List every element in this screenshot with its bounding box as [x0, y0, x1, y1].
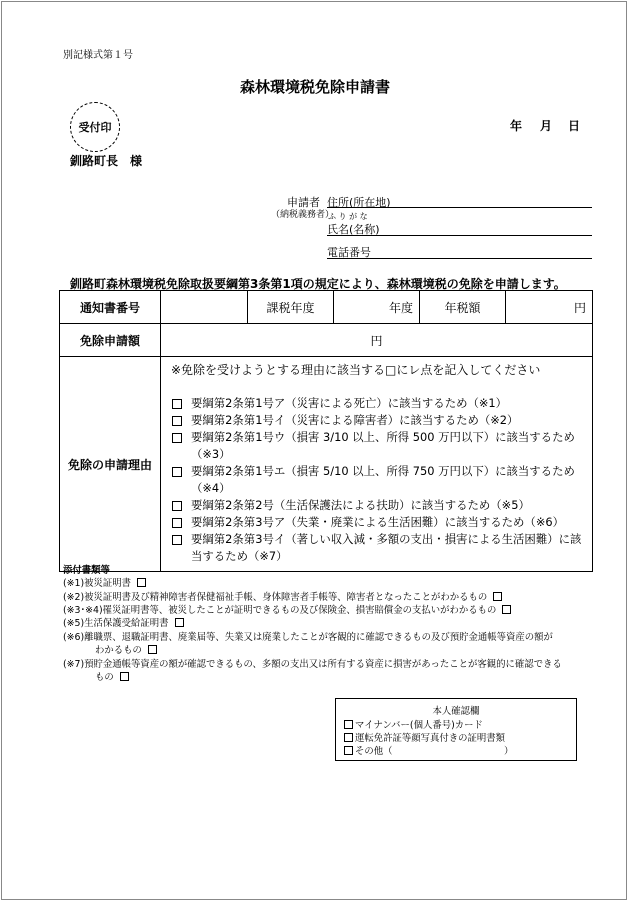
addressee: 釧路町長 様 [70, 154, 143, 168]
attachment-checkbox[interactable] [137, 578, 146, 587]
reason-instructions: ※免除を受けようとする理由に該当する□にレ点を記入してください [171, 363, 541, 377]
date-month: 月 [540, 119, 553, 133]
annual-tax-field[interactable] [506, 291, 593, 324]
furigana-label: ふ り が な [328, 212, 368, 221]
exemption-amount-label: 免除申請額 [60, 324, 161, 357]
date-year: 年 [510, 119, 523, 133]
attachment-checkbox[interactable] [175, 618, 184, 627]
attachment-checkbox[interactable] [120, 672, 129, 681]
verification-checkbox[interactable] [344, 733, 353, 742]
reason-text: 要綱第2条第3号ア（失業・廃業による生活困難）に該当するため（※6） [191, 515, 565, 529]
form-number: 別記様式第１号 [63, 50, 133, 61]
exemption-yen-unit: 円 [370, 333, 383, 348]
attachment-item: (※6)離職票、退職証明書、廃業届等、失業又は廃業したことが客観的に確認できるもの及び預貯金通帳等資産の額が [63, 632, 553, 643]
attachment-checkbox[interactable] [493, 592, 502, 601]
tax-year-field[interactable] [334, 291, 420, 324]
application-statement: 釧路町森林環境税免除取扱要綱第3条第1項の規定により、森林環境税の免除を申請します。 [70, 277, 566, 291]
notice-number-field[interactable] [161, 291, 248, 324]
identity-verification-box [335, 698, 577, 761]
attachment-item: (※5)生活保護受給証明書 [63, 615, 184, 629]
application-table [59, 290, 593, 572]
date-day: 日 [568, 119, 581, 133]
attachment-item: (※2)被災証明書及び精神障害者保健福祉手帳、身体障害者手帳等、障害者となったことがわかるもの [63, 589, 502, 603]
verification-item: その他（ [344, 743, 393, 757]
reason-checkbox[interactable] [172, 501, 182, 511]
stamp-label: 受付印 [78, 121, 112, 134]
attachment-checkbox[interactable] [502, 605, 511, 614]
attachment-checkbox[interactable] [148, 645, 157, 654]
reason-item [167, 429, 586, 463]
address-field-line[interactable] [327, 207, 592, 208]
year-unit: 年度 [388, 300, 413, 315]
verification-item: 運転免許証等顔写真付きの証明書類 [344, 730, 505, 744]
reason-text: 要綱第2条第1号ウ（損害 3/10 以上、所得 500 万円以下）に該当するため（※3） [191, 430, 575, 461]
reason-text: 要綱第2条第1号ア（災害による死亡）に該当するため（※1） [191, 396, 508, 410]
reason-checkbox[interactable] [172, 416, 182, 426]
notice-number-label: 通知書番号 [60, 291, 161, 324]
reason-label: 免除の申請理由 [60, 357, 161, 572]
verification-item: マイナンバー(個人番号)カード [344, 717, 483, 731]
reason-item [167, 514, 586, 531]
reason-item [167, 497, 586, 514]
verification-checkbox[interactable] [344, 746, 353, 755]
applicant-sub-label: （納税義務者） [271, 210, 335, 220]
verification-title: 本人確認欄 [432, 706, 480, 717]
reason-item [167, 395, 586, 412]
attachment-item: (※3･※4)罹災証明書等、被災したことが証明できるもの及び保険金、損害賠償金の支払いがわかるもの [63, 602, 511, 616]
reception-stamp-area [70, 102, 120, 152]
phone-field-line[interactable] [327, 258, 592, 259]
reason-item [167, 412, 586, 429]
attachment-item-continued: もの [95, 669, 129, 683]
reason-checkbox[interactable] [172, 535, 182, 545]
reason-checkbox[interactable] [172, 518, 182, 528]
annual-tax-label: 年税額 [420, 291, 506, 324]
address-label: 住所(所在地) [327, 196, 391, 209]
reason-checkbox[interactable] [172, 433, 182, 443]
reason-list [161, 357, 593, 572]
yen-unit: 円 [573, 300, 586, 315]
verification-other-close: ） [504, 746, 514, 757]
attachment-item-continued: わかるもの [95, 642, 157, 656]
applicant-label: 申請者 [287, 196, 320, 209]
reason-checkbox[interactable] [172, 399, 182, 409]
name-label: 氏名(名称) [327, 223, 380, 236]
tax-year-label: 課税年度 [248, 291, 334, 324]
phone-label: 電話番号 [327, 246, 371, 259]
reason-text: 要綱第2条第1号エ（損害 5/10 以上、所得 750 万円以下）に該当するため（※4） [191, 464, 575, 495]
reason-item [167, 531, 586, 565]
reason-text: 要綱第2条第2号（生活保護法による扶助）に該当するため（※5） [191, 498, 530, 512]
document-title: 森林環境税免除申請書 [239, 78, 390, 96]
reason-text: 要綱第2条第1号イ（災害による障害者）に該当するため（※2） [191, 413, 519, 427]
reason-item [167, 463, 586, 497]
reason-text: 要綱第2条第3号イ（著しい収入減・多額の支出・損害による生活困難）に該当するため（※7） [191, 532, 582, 563]
attachment-item: (※1)被災証明書 [63, 575, 146, 589]
attachments-heading: 添付書類等 [63, 565, 110, 576]
name-field-line[interactable] [327, 235, 592, 236]
exemption-amount-field[interactable] [161, 324, 593, 357]
attachment-item: (※7)預貯金通帳等資産の額が確認できるもの、多額の支出又は所有する資産に損害があったことが客観的に確認できる [63, 659, 562, 670]
reason-checkbox[interactable] [172, 467, 182, 477]
verification-checkbox[interactable] [344, 720, 353, 729]
